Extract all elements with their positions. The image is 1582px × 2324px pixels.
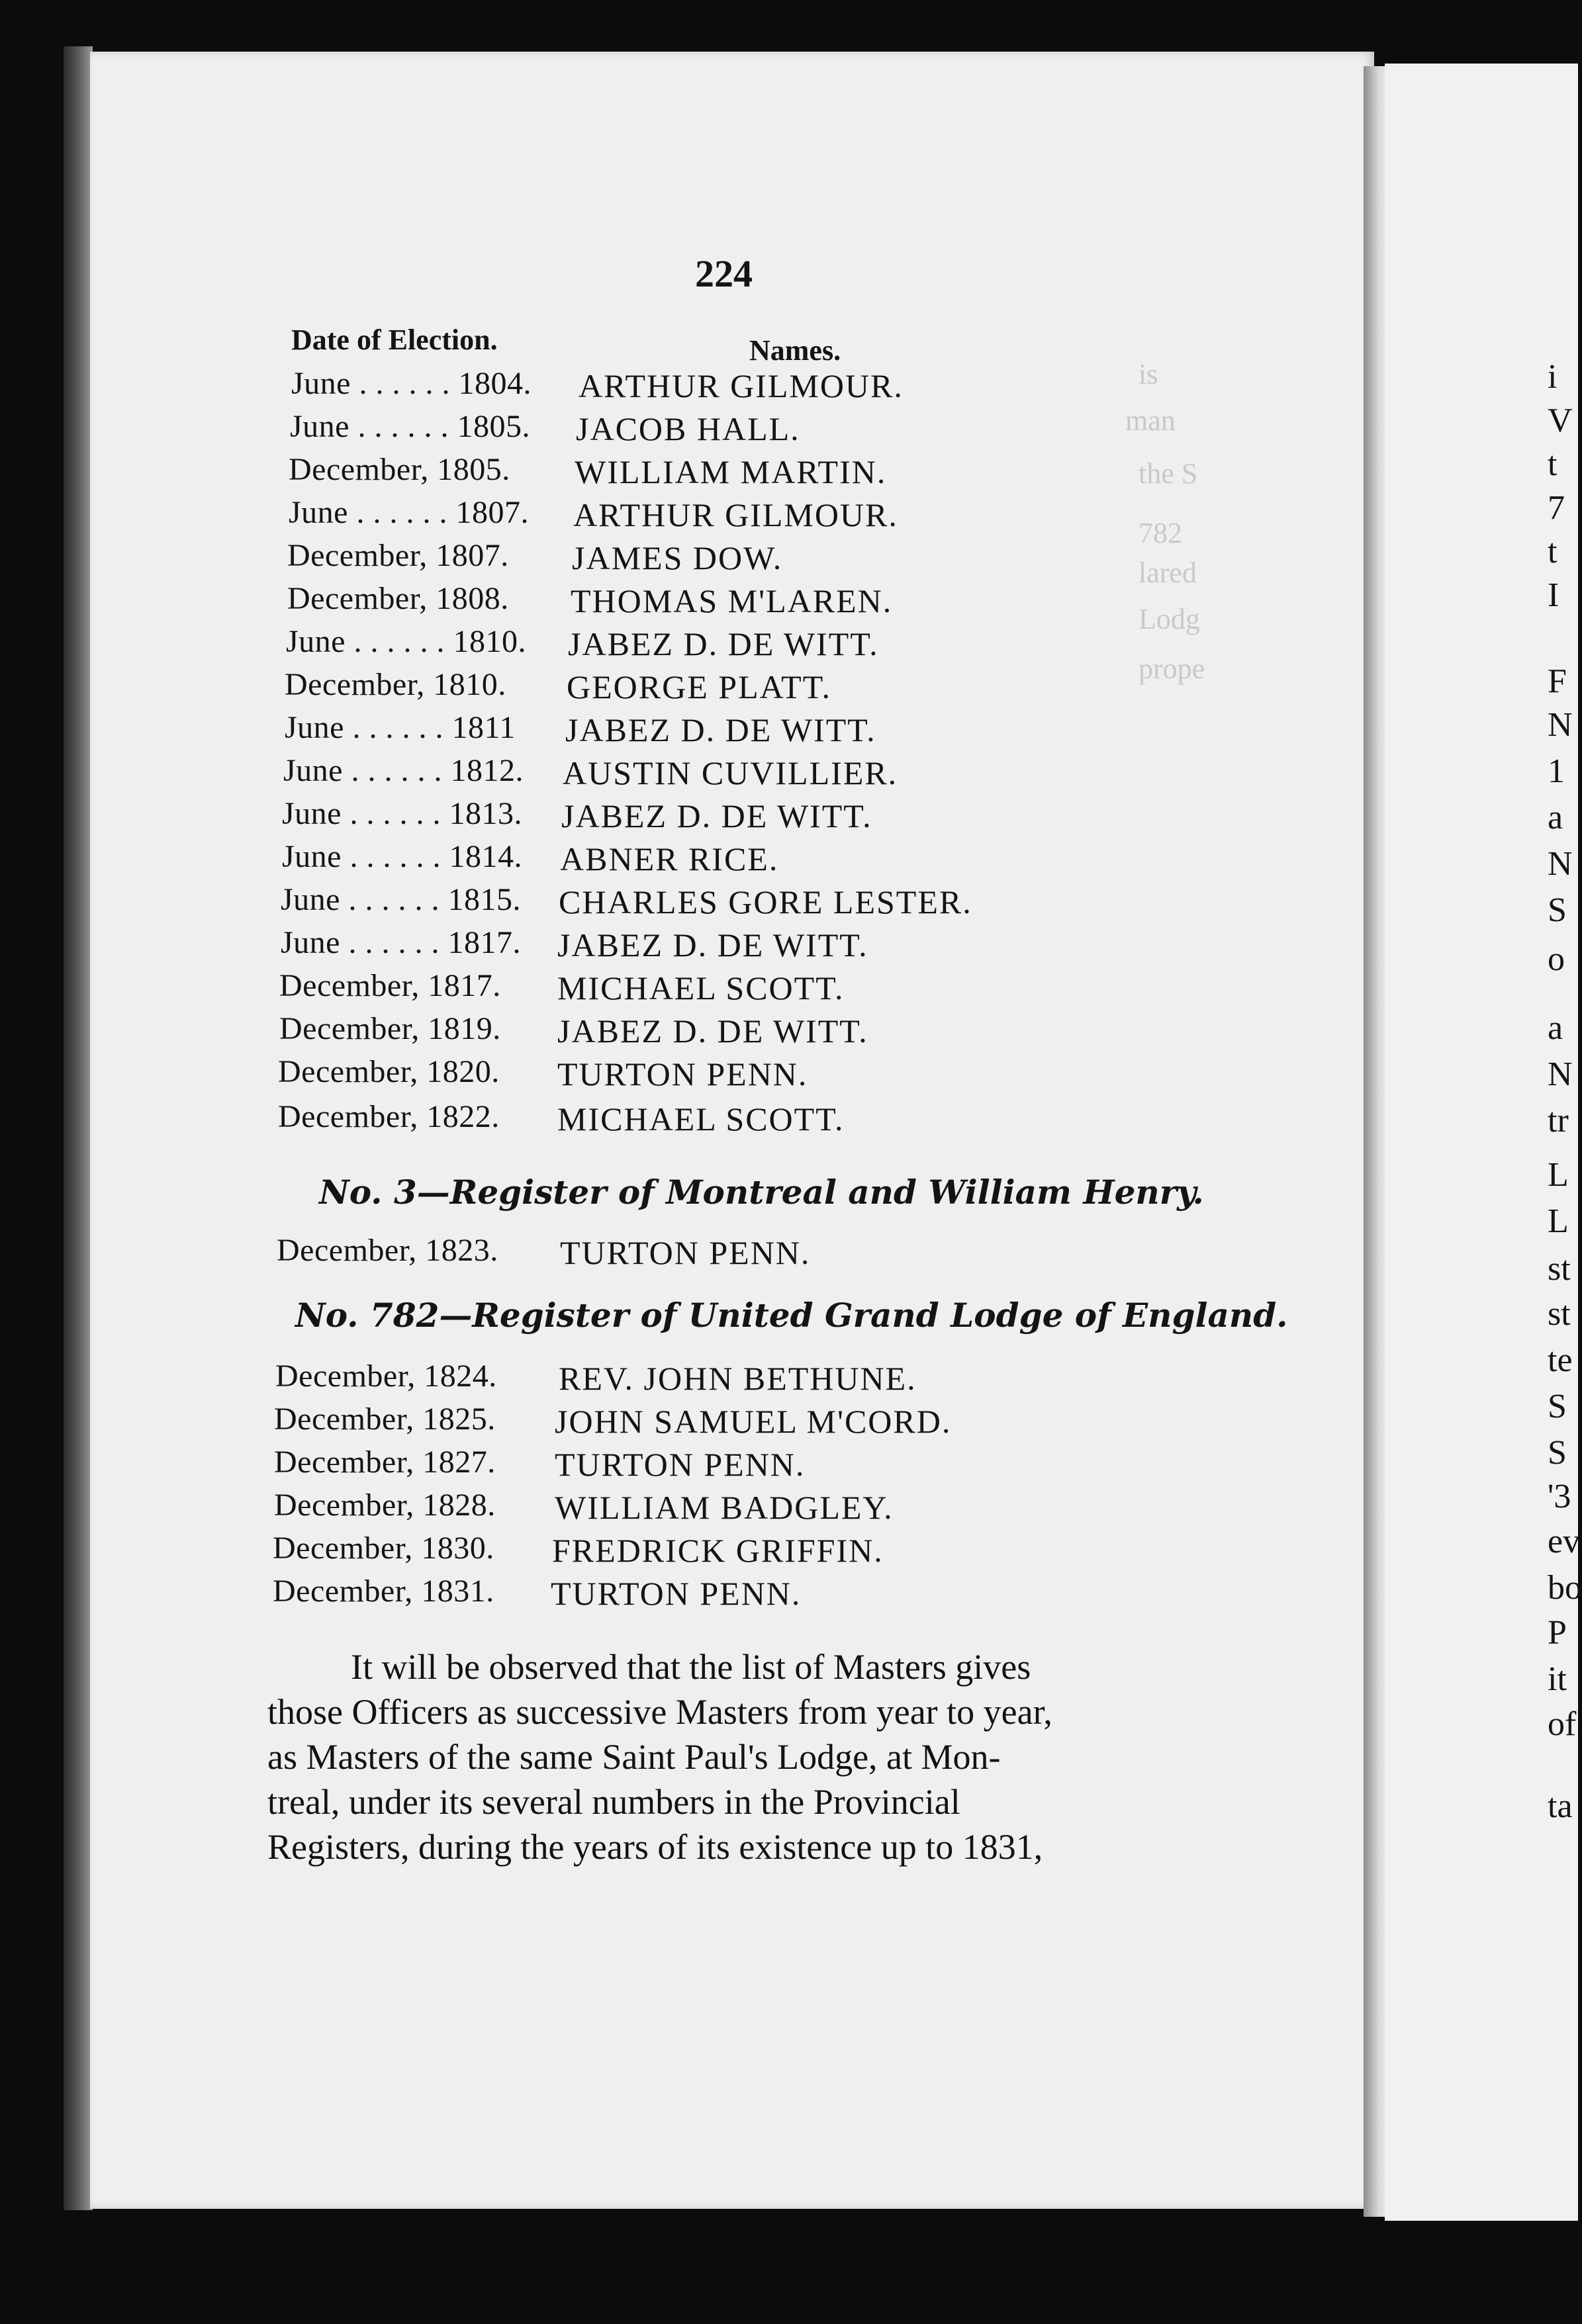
facing-page-fragment: tr xyxy=(1548,1102,1569,1140)
paragraph-line: as Masters of the same Saint Paul's Lodge, at Mon- xyxy=(267,1737,1001,1777)
election-date: December, 1805. xyxy=(289,452,510,487)
facing-page-fragment: I xyxy=(1548,576,1559,614)
master-name: WILLIAM MARTIN. xyxy=(575,453,887,490)
book-spine-edge xyxy=(64,46,93,2210)
bleed-through-text: 782 xyxy=(1139,517,1182,549)
master-name: REV. JOHN BETHUNE. xyxy=(559,1360,917,1397)
master-name: TURTON PENN. xyxy=(557,1055,808,1093)
bleed-through-text: Lodg xyxy=(1139,603,1200,635)
facing-page-fragment: S xyxy=(1548,1388,1567,1425)
facing-page-fragment: N xyxy=(1548,845,1573,883)
facing-page-fragment: S xyxy=(1548,1434,1567,1472)
master-name: GEORGE PLATT. xyxy=(567,668,832,705)
master-name: MICHAEL SCOTT. xyxy=(557,969,845,1006)
election-date: June . . . . . . 1814. xyxy=(282,839,522,874)
master-name: THOMAS M'LAREN. xyxy=(571,582,893,619)
master-name: JOHN SAMUEL M'CORD. xyxy=(555,1403,952,1440)
election-date: December, 1830. xyxy=(273,1531,494,1566)
election-date: June . . . . . . 1813. xyxy=(282,796,522,831)
election-date: December, 1831. xyxy=(273,1574,494,1609)
master-name: TURTON PENN. xyxy=(551,1575,802,1612)
bleed-through-text: man xyxy=(1125,404,1176,437)
facing-page-fragment: ta xyxy=(1548,1787,1573,1825)
election-date: December, 1810. xyxy=(285,667,506,702)
election-date: June . . . . . . 1812. xyxy=(283,753,524,788)
register-heading-no3: No. 3—Register of Montreal and William Henry. xyxy=(319,1173,1204,1212)
master-name: TURTON PENN. xyxy=(560,1234,811,1271)
column-header-date: Date of Election. xyxy=(291,324,498,356)
facing-page-fragment: N xyxy=(1548,706,1573,744)
master-name: MICHAEL SCOTT. xyxy=(557,1100,845,1138)
facing-page-fragment: t xyxy=(1548,445,1558,483)
facing-page-fragment: 1 xyxy=(1548,752,1565,790)
paragraph-line: Registers, during the years of its existence up to 1831, xyxy=(267,1827,1043,1867)
election-date: December, 1808. xyxy=(287,581,509,616)
election-date: June . . . . . . 1804. xyxy=(291,366,532,401)
facing-page-fragment: 7 xyxy=(1548,489,1565,527)
master-name: CHARLES GORE LESTER. xyxy=(559,883,972,920)
facing-page-fragment: ev xyxy=(1548,1523,1581,1560)
facing-page-fragment: st xyxy=(1548,1295,1571,1333)
facing-page-fragment: it xyxy=(1548,1660,1567,1698)
facing-page-fragment: te xyxy=(1548,1341,1573,1379)
bleed-through-text: is xyxy=(1139,358,1158,390)
facing-page-fragment: a xyxy=(1548,799,1563,836)
facing-page-fragment: L xyxy=(1548,1156,1569,1194)
election-date: December, 1824. xyxy=(275,1359,497,1394)
master-name: JACOB HALL. xyxy=(576,410,800,447)
facing-page-fragment: a xyxy=(1548,1009,1563,1047)
paragraph-line: It will be observed that the list of Masters gives xyxy=(351,1647,1031,1687)
election-date: December, 1822. xyxy=(278,1099,500,1134)
register-heading-no782: No. 782—Register of United Grand Lodge of England. xyxy=(295,1296,1288,1335)
master-name: JABEZ D. DE WITT. xyxy=(565,711,876,748)
master-name: ABNER RICE. xyxy=(560,840,779,877)
facing-page-fragment: L xyxy=(1548,1202,1569,1240)
election-date: December, 1825. xyxy=(274,1402,496,1437)
master-name: JABEZ D. DE WITT. xyxy=(557,926,868,963)
facing-page-fragment: V xyxy=(1548,402,1573,439)
facing-page-fragment: S xyxy=(1548,891,1567,929)
master-name: WILLIAM BADGLEY. xyxy=(555,1489,894,1526)
master-name: AUSTIN CUVILLIER. xyxy=(563,754,898,791)
master-name: JAMES DOW. xyxy=(572,539,783,576)
paragraph-line: those Officers as successive Masters from year to year, xyxy=(267,1692,1052,1732)
election-date: December, 1828. xyxy=(274,1488,496,1523)
facing-page-fragment: i xyxy=(1548,358,1558,396)
facing-page-fragment: st xyxy=(1548,1250,1571,1288)
facing-page-fragment: P xyxy=(1548,1614,1567,1652)
facing-page-fragment: t xyxy=(1548,533,1558,570)
facing-page-fragment: F xyxy=(1548,662,1567,700)
master-name: FREDRICK GRIFFIN. xyxy=(552,1532,884,1569)
election-date: June . . . . . . 1815. xyxy=(281,882,521,917)
master-name: JABEZ D. DE WITT. xyxy=(561,797,872,834)
election-date: June . . . . . . 1810. xyxy=(286,624,526,659)
page-number: 224 xyxy=(695,252,753,295)
bleed-through-text: the S xyxy=(1139,457,1198,490)
facing-page-fragment: N xyxy=(1548,1055,1573,1093)
election-date: June . . . . . . 1807. xyxy=(289,495,529,530)
facing-page-fragment: o xyxy=(1548,940,1565,978)
facing-page-fragment: '3 xyxy=(1548,1478,1571,1515)
master-name: ARTHUR GILMOUR. xyxy=(573,496,898,533)
paragraph-line: treal, under its several numbers in the Provincial xyxy=(267,1782,960,1822)
facing-page-fragment: of xyxy=(1548,1705,1577,1743)
election-date: June . . . . . . 1805. xyxy=(290,409,530,444)
bleed-through-text: lared xyxy=(1139,557,1197,589)
election-date: December, 1817. xyxy=(279,968,501,1003)
election-date: December, 1807. xyxy=(287,538,509,573)
column-header-names: Names. xyxy=(749,334,841,367)
election-date: June . . . . . . 1811 xyxy=(285,710,516,745)
bleed-through-text: prope xyxy=(1139,652,1205,685)
election-date: June . . . . . . 1817. xyxy=(281,925,521,960)
election-date: December, 1823. xyxy=(277,1233,498,1268)
election-date: December, 1820. xyxy=(278,1054,500,1089)
master-name: TURTON PENN. xyxy=(555,1446,806,1483)
master-name: JABEZ D. DE WITT. xyxy=(557,1012,868,1050)
facing-page-fragment: bo xyxy=(1548,1569,1582,1607)
election-date: December, 1827. xyxy=(274,1445,496,1480)
master-name: JABEZ D. DE WITT. xyxy=(568,625,879,662)
master-name: ARTHUR GILMOUR. xyxy=(579,367,904,404)
election-date: December, 1819. xyxy=(279,1011,501,1046)
